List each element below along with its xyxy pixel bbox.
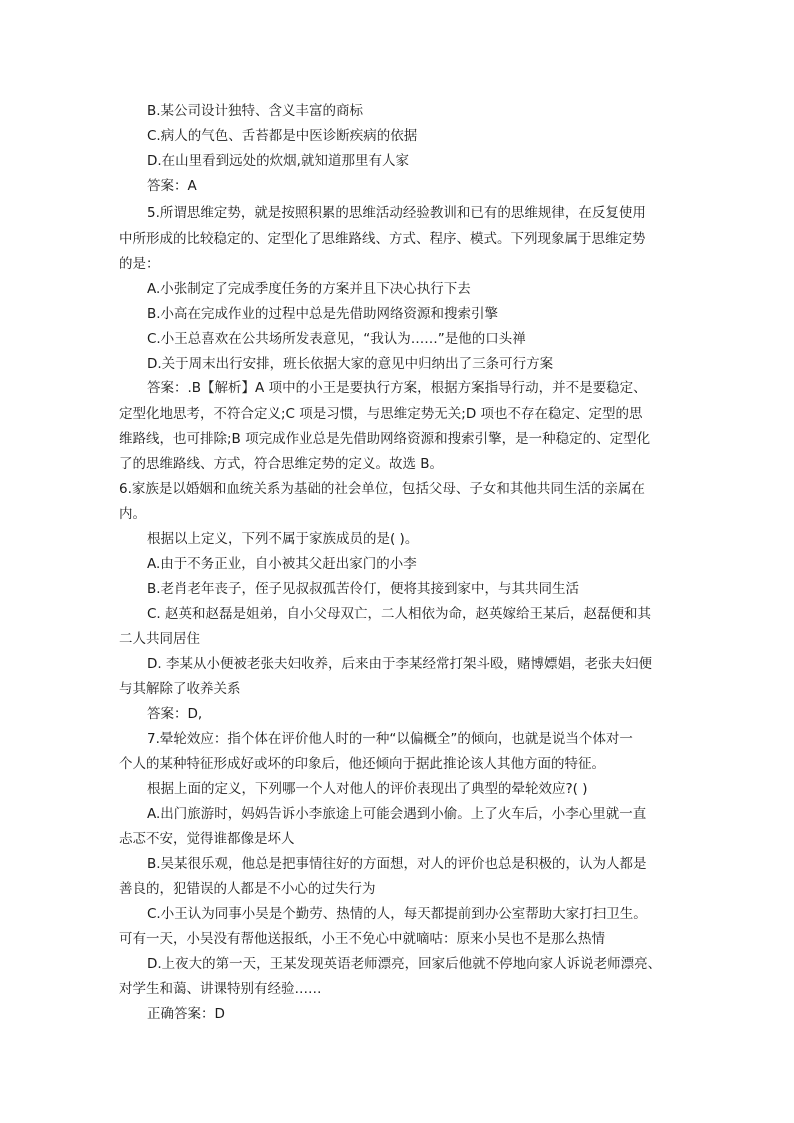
option-line: D.在山里看到远处的炊烟,就知道那里有人家 — [147, 153, 409, 169]
answer-analysis: 答案：.B【解析】A 项中的小王是要执行方案，根据方案指导行动，并不是要稳定、 — [147, 380, 647, 396]
option-line: B.小高在完成作业的过程中总是先借助网络资源和搜索引擎 — [147, 306, 499, 322]
option-line: C. 赵英和赵磊是姐弟，自小父母双亡，二人相依为命，赵英嫁给王某后，赵磊便和其 — [147, 606, 652, 622]
question-7-text: 个人的某种特征形成好或坏的印象后，他还倾向于据此推论该人其他方面的特征。 — [119, 756, 605, 772]
option-line: 忐忑不安，觉得谁都像是坏人 — [119, 831, 295, 847]
question-6-text: 内。 — [119, 506, 146, 522]
option-line: 与其解除了收养关系 — [119, 681, 241, 697]
question-5-text: 中所形成的比较稳定的、定型化了思维路线、方式、程序、模式。下列现象属于思维定势 — [119, 231, 646, 247]
answer-line: 答案：D, — [147, 706, 203, 722]
option-line: C.小王总喜欢在公共场所发表意见，“我认为……”是他的口头禅 — [147, 331, 526, 347]
answer-analysis: 维路线，也可排除;B 项完成作业总是先借助网络资源和搜索引擎，是一种稳定的、定型化 — [119, 431, 651, 447]
answer-line: 答案：A — [147, 178, 197, 194]
option-line: D. 李某从小便被老张夫妇收养，后来由于李某经常打架斗殴，赌博嫖娼，老张夫妇便 — [147, 656, 652, 672]
option-line: D.上夜大的第一天，王某发现英语老师漂亮，回家后他就不停地向家人诉说老师漂亮、 — [147, 956, 662, 972]
option-line: A.出门旅游时，妈妈告诉小李旅途上可能会遇到小偷。上了火车后，小李心里就一直 — [147, 806, 647, 822]
option-line: B.吴某很乐观，他总是把事情往好的方面想，对人的评价也总是积极的，认为人都是 — [147, 856, 647, 872]
correct-answer-line: 正确答案：D — [147, 1006, 225, 1022]
question-6-text: 6.家族是以婚姻和血统关系为基础的社会单位，包括父母、子女和其他共同生活的亲属在 — [119, 481, 645, 497]
option-line: 对学生和蔼、讲课特别有经验…… — [119, 981, 322, 997]
option-line: A.由于不务正业，自小被其父赶出家门的小李 — [147, 556, 417, 572]
option-line: 二人共同居住 — [119, 631, 200, 647]
option-line: B.老肖老年丧子，侄子见叔叔孤苦伶仃，便将其接到家中，与其共同生活 — [147, 581, 580, 597]
question-5-text: 的是： — [119, 256, 160, 272]
option-line: D.关于周末出行安排，班长依据大家的意见中归纳出了三条可行方案 — [147, 356, 554, 372]
answer-analysis: 了的思维路线、方式，符合思维定势的定义。故选 B。 — [119, 456, 444, 472]
option-line: C.病人的气色、舌苔都是中医诊断疾病的依据 — [147, 128, 418, 144]
question-7-text: 7.晕轮效应：指个体在评价他人时的一种“以偏概全”的倾向，也就是说当个体对一 — [147, 731, 633, 747]
option-line: 可有一天，小吴没有帮他送报纸，小王不免心中就嘀咕：原来小吴也不是那么热情 — [119, 931, 605, 947]
option-line: A.小张制定了完成季度任务的方案并且下决心执行下去 — [147, 281, 471, 297]
question-6-prompt: 根据以上定义，下列不属于家族成员的是( )。 — [147, 531, 419, 547]
option-line: C.小王认为同事小吴是个勤劳、热情的人，每天都提前到办公室帮助大家打扫卫生。 — [147, 906, 647, 922]
option-line: B.某公司设计独特、含义丰富的商标 — [147, 103, 364, 119]
answer-analysis: 定型化地思考，不符合定义;C 项是习惯，与思维定势无关;D 项也不存在稳定、定型的思 — [119, 406, 643, 422]
option-line: 善良的，犯错误的人都是不小心的过失行为 — [119, 881, 376, 897]
question-7-prompt: 根据上面的定义，下列哪一个人对他人的评价表现出了典型的晕轮效应?( ) — [147, 781, 588, 797]
question-5-text: 5.所谓思维定势，就是按照积累的思维活动经验教训和已有的思维规律，在反复使用 — [147, 205, 646, 221]
